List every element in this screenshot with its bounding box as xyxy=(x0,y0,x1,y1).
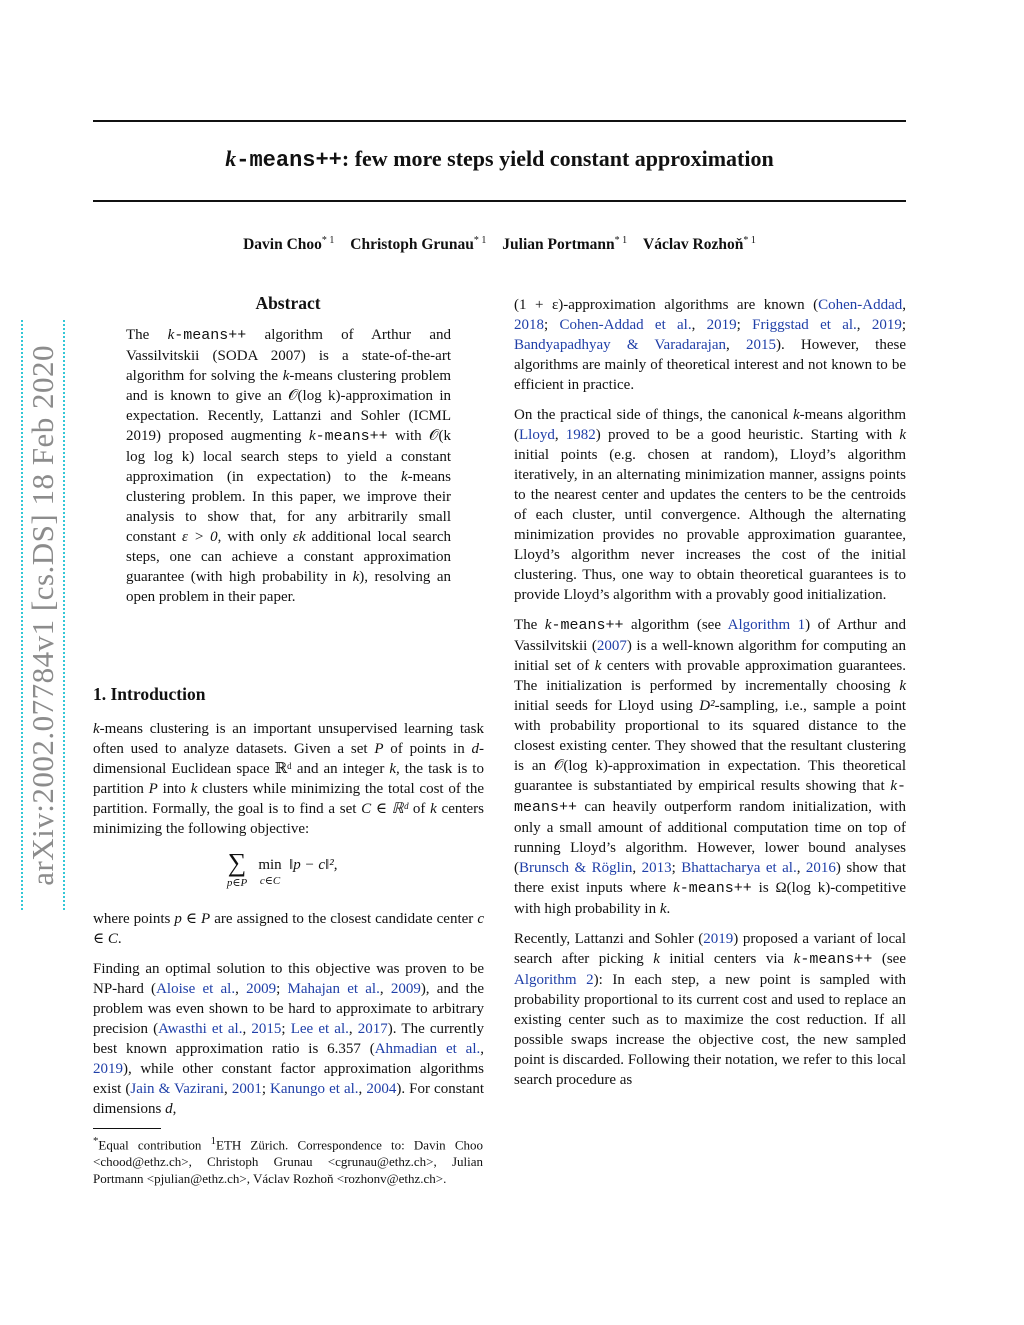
citation-link[interactable]: Bhattacharya et al. xyxy=(681,860,797,876)
citation-link[interactable]: Mahajan et al. xyxy=(287,981,380,997)
author xyxy=(502,236,627,253)
footnote xyxy=(93,1133,483,1187)
citation-link[interactable]: Cohen-Addad et al. xyxy=(559,317,692,333)
author-list xyxy=(93,235,906,254)
citation-link[interactable]: Aloise et al. xyxy=(156,981,236,997)
footnote-mark: * xyxy=(93,1135,99,1147)
citation-link[interactable]: Ahmadian et al. xyxy=(374,1041,481,1057)
arxiv-watermark xyxy=(21,320,65,910)
title-mono: -means++ xyxy=(236,148,342,173)
intro-paragraph-2: where points p ∈ P are assigned to the closest candidate center c ∈ C. xyxy=(93,911,484,947)
right-paragraph-3: The k-means++ algorithm (see Algorithm 1) of Arthur and Vassilvitskii (2007) is a well-known algorithm for computing an initial set of k centers with provable approximation guarantees. The initialization is performed by incrementally choosing k initial seeds for Lloyd using D²-sampling, i.e., sample a point with probability proportional to its squared distance to the closest existing center. They showed that the resultant clustering is an 𝒪(log k)-approximation in expectation. This theoretical guarantee is substantiated by empirical results showing that k-means++ can heavily outperform random initialization, with only a small amount of additional computation time on top of running Lloyd’s algorithm. However, lower bound analyses (Brunsch & Röglin, 2013; Bhattacharya et al., 2016) show that there exist inputs where k-means++ is Ω(log k)-competitive with high probability in k. xyxy=(514,617,907,917)
right-paragraph-2: On the practical side of things, the canonical k-means algorithm (Lloyd, 1982) proved to be a good heuristic. Starting with k initial points (e.g. chosen at random), Lloyd’s algorithm iteratively, in an alternating minimization manner, assigns points to the nearest center and updates the centers to be the centroids of each cluster, until convergence. Although the alternating minimization provides no provable approximation guarantee, Lloyd’s algorithm never increases the cost of the initial clustering. Thus, one way to obtain theoretical guarantees is to provide Lloyd’s algorithm with a provably good initialization. xyxy=(514,407,906,603)
intro-paragraph-3: Finding an optimal solution to this objective was proven to be NP-hard (Aloise et al., 2009; Mahajan et al., 2009), and the problem was even shown to be hard to approximate to arbitrary precision (Awasthi et al., 2015; Lee et al., 2017). The currently best known approximation ratio is 6.357 (Ahmadian et al., 2019), while other constant factor approximation algorithms exist (Jain & Vazirani, 2001; Kanungo et al., 2004). For constant dimensions d, xyxy=(93,961,485,1117)
author xyxy=(643,236,756,253)
citation-link[interactable]: Cohen-Addad xyxy=(818,297,903,313)
section-heading-introduction: 1. Introduction xyxy=(93,684,206,704)
author-affil: * 1 xyxy=(614,235,628,246)
footnote-text: ETH Zürich. Correspondence to: Davin Choo <chood@ethz.ch>, Christoph Grunau <cgrunau@ethz.ch>, Julian Portmann <pjulian@ethz.ch>, Václav Rozhoň <rozhonv@ethz.ch>. xyxy=(93,1137,483,1187)
intro-paragraph-1: k-means clustering is an important unsupervised learning task often used to analyze datasets. Given a set P of points in d-dimensional Euclidean space ℝᵈ and an integer k, the task is to partition P into k clusters while minimizing the total cost of the partition. Formally, the goal is to find a set C ∈ ℝᵈ of k centers minimizing the following objective: xyxy=(93,721,485,837)
min-subscript: c∈C xyxy=(259,875,281,887)
title-bottom-rule xyxy=(93,200,906,202)
author-name: Václav Rozhoň xyxy=(643,236,744,254)
paper-title xyxy=(93,146,906,173)
citation-link[interactable]: 2013 xyxy=(641,860,672,876)
algorithm-link[interactable]: Algorithm 2 xyxy=(514,972,594,988)
citation-link[interactable]: Bandyapadhyay & Varadarajan xyxy=(514,337,727,353)
citation-link[interactable]: 2015 xyxy=(745,337,776,353)
citation-link[interactable]: 2018 xyxy=(514,317,544,333)
author-name: Davin Choo xyxy=(243,236,322,254)
footnote-text: Equal contribution xyxy=(98,1137,211,1153)
citation-link[interactable]: 2004 xyxy=(366,1081,397,1097)
citation-link[interactable]: 2019 xyxy=(93,1061,123,1077)
citation-link[interactable]: 2019 xyxy=(706,317,737,333)
title-k: k xyxy=(225,146,237,171)
citation-link[interactable]: 2015 xyxy=(251,1021,282,1037)
citation-link[interactable]: 2007 xyxy=(596,638,627,654)
citation-link[interactable]: 2009 xyxy=(390,981,421,997)
objective-equation xyxy=(93,850,483,898)
citation-link[interactable]: 2001 xyxy=(231,1081,262,1097)
abstract-heading: Abstract xyxy=(255,293,321,313)
citation-link[interactable]: Lloyd xyxy=(519,427,555,443)
author-affil: * 1 xyxy=(321,235,335,246)
author-affil: * 1 xyxy=(473,235,487,246)
citation-link[interactable]: Friggstad et al. xyxy=(752,317,857,333)
citation-link[interactable]: Brunsch & Röglin xyxy=(519,860,633,876)
abstract-paragraph: The k-means++ algorithm of Arthur and Vassilvitskii (SODA 2007) is a state-of-the-art algorithm for solving the k-means clustering problem and is known to give an 𝒪(log k)-approximation in expectation. Recently, Lattanzi and Sohler (ICML 2019) proposed augmenting k-means++ with 𝒪(k log log k) local search steps to yield a constant approximation (in expectation) to the k-means clustering problem. In this paper, we improve their analysis to show that, for any arbitrarily small constant ε > 0, with only εk additional local search steps, one can achieve a constant approximation guarantee (with high probability in k), resolving an open problem in their paper. xyxy=(126,327,451,605)
right-column xyxy=(514,295,906,1100)
sum-subscript: p∈P xyxy=(226,877,248,889)
author-name: Julian Portmann xyxy=(502,236,615,254)
arxiv-watermark-text: arXiv:2002.07784v1 [cs.DS] 18 Feb 2020 xyxy=(25,344,60,886)
footnote-mark: 1 xyxy=(210,1135,216,1147)
right-paragraph-4: Recently, Lattanzi and Sohler (2019) proposed a variant of local search after picking k initial centers via k-means++ (see Algorithm 2): In each step, a new point is sampled with probability proportional to its current cost and used to replace an existing center such as to maximize the cost reduction. If all possible swaps increase the objective cost, the new sampled point is discarded. Following their notation, we refer to this local search procedure as xyxy=(514,931,907,1088)
author-affil: * 1 xyxy=(743,235,756,246)
title-top-rule xyxy=(93,120,906,122)
citation-link[interactable]: 2017 xyxy=(357,1021,388,1037)
author xyxy=(350,236,486,253)
author xyxy=(243,236,334,253)
citation-link[interactable]: Lee et al. xyxy=(290,1021,349,1037)
equation-body: ‖p − c‖², xyxy=(289,857,338,873)
citation-link[interactable]: 1982 xyxy=(565,427,596,443)
citation-link[interactable]: Jain & Vazirani xyxy=(130,1081,225,1097)
right-paragraph-1: (1 + ε)-approximation algorithms are known (Cohen-Addad, 2018; Cohen-Addad et al., 2019; Friggstad et al., 2019; Bandyapadhyay & Varadarajan, 2015). However, these algorithms are mainly of theoretical interest and not known to be efficient in practice. xyxy=(514,297,906,393)
title-rest: : few more steps yield constant approximation xyxy=(341,146,774,171)
footnote-rule xyxy=(93,1128,161,1129)
citation-link[interactable]: 2019 xyxy=(703,931,734,947)
algorithm-link[interactable]: Algorithm 1 xyxy=(727,617,806,633)
citation-link[interactable]: 2009 xyxy=(246,981,277,997)
author-name: Christoph Grunau xyxy=(350,236,474,254)
citation-link[interactable]: Kanungo et al. xyxy=(270,1081,359,1097)
min-operator: min xyxy=(258,857,282,873)
abstract-body xyxy=(126,325,451,617)
citation-link[interactable]: Awasthi et al. xyxy=(158,1021,243,1037)
citation-link[interactable]: 2019 xyxy=(871,317,902,333)
sum-symbol: ∑ xyxy=(227,848,247,877)
citation-link[interactable]: 2016 xyxy=(805,860,836,876)
